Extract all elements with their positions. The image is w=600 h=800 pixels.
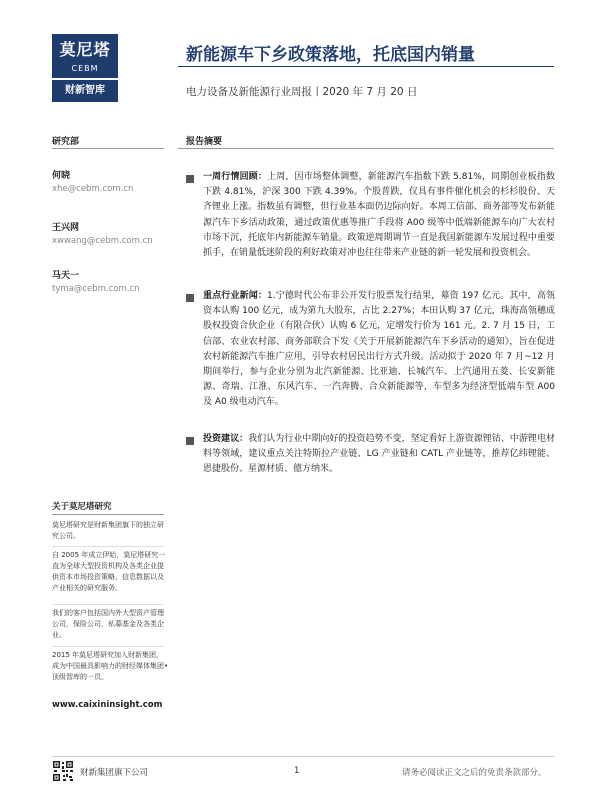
analyst-name: 何晓 <box>52 171 71 181</box>
about-separator <box>52 646 164 647</box>
about-paragraph: 我们的客户包括国内外大型资产管理公司，保险公司，私募基金及各类企业。 <box>52 609 164 639</box>
bullet-icon <box>186 437 194 445</box>
logo-bottom-text: 财新智库 <box>52 80 118 102</box>
analyst-email[interactable]: tyma@cebm.com.cn <box>52 284 140 294</box>
about-paragraph: 2015 年莫尼塔研究加入财新集团，成为中国最具影响力的财经媒体集团•顶级智库的一员。 <box>52 651 169 681</box>
analyst-email[interactable]: xhe@cebm.com.cn <box>52 184 134 194</box>
about-paragraph: 自 2005 年成立伊始，莫尼塔研究一直为全球大型投资机构及各类企业提供资本市场投资策略、信息数据以及产业相关的研究服务。 <box>52 551 166 592</box>
title-divider <box>178 66 554 67</box>
summary-text: 上周，因市场整体调整，新能源汽车指数下跌 5.81%，同期创业板指数下跌 4.81%，沪深 300 下跌 4.39%。个股普跌，仅具有事件催化机会的杉杉股份、天齐锂业上涨。指数虽有调整，但行业基本面仍边际向好。本周工信部、商务部等发布新能源汽车下乡活动政策，通过政策优惠等推广手段将 A00 级等中低端新能源车向广大农村市场下沉，托底年内新能源车销量。政策逆周期调节一直是我国新能源车发展过程中重要抓手，在销量低迷阶段的利好政策对冲也往往带来产业链的新一轮发展和投资机会。 <box>203 172 555 259</box>
about-divider <box>52 514 164 515</box>
summary-heading: 报告摘要 <box>186 137 223 147</box>
analyst-card <box>52 270 140 296</box>
analyst-name: 王兴网 <box>52 223 80 233</box>
about-separator <box>52 604 164 605</box>
footer-company: 财新集团旗下公司 <box>80 768 149 778</box>
bullet-icon <box>186 294 194 302</box>
about-separator <box>52 546 164 547</box>
footer-divider <box>52 756 554 757</box>
summary-label: 一周行情回顾： <box>203 172 268 182</box>
summary-paragraph <box>203 289 555 411</box>
research-dept-heading: 研究部 <box>52 137 80 147</box>
about-paragraph: 莫尼塔研究是财新集团旗下的独立研究公司。 <box>52 521 164 540</box>
summary-paragraph <box>203 432 555 478</box>
summary-paragraph <box>203 170 555 261</box>
summary-text: 我们认为行业中期向好的投资趋势不变，坚定看好上游资源锂钴、中游锂电材料等领域，建议重点关注特斯拉产业链、LG 产业链和 CATL 产业链等，推荐亿纬锂能、恩捷股份、星源材质、德方纳米。 <box>203 434 555 475</box>
website-link[interactable]: www.caixininsight.com <box>52 700 163 710</box>
right-divider <box>178 148 554 149</box>
qr-code-icon <box>52 760 74 782</box>
summary-label: 重点行业新闻： <box>203 291 268 301</box>
analyst-name: 马天一 <box>52 271 80 281</box>
analyst-card <box>52 222 153 248</box>
logo-top-block <box>52 34 118 78</box>
analyst-card <box>52 170 133 196</box>
footer-disclaimer: 请务必阅读正文之后的免责条款部分。 <box>402 768 547 778</box>
bullet-icon <box>186 175 194 183</box>
summary-label: 投资建议： <box>203 434 249 444</box>
about-heading: 关于莫尼塔研究 <box>52 502 112 512</box>
summary-text: 1.宁德时代公布非公开发行股票发行结果，募资 197 亿元。其中，高瓴资本认购 100 亿元，成为第九大股东，占比 2.27%；本田认购 37 亿元，珠海高瓴穗成股权投资合伙企业（有限合伙）认购 6 亿元，定增发行价为 161 元。2. 7 月 15 日，工信部、农业农村部、商务部联合下发《关于开展新能源汽车下乡活动的通知》，旨在促进农村新能源汽车推广应用，引导农村居民出行方式升级。活动拟于 2020 年 7 月~12 月期间举行，参与企业分别为北汽新能源、比亚迪、长城汽车、上汽通用五菱、长安新能源、奇瑞、江淮、东风汽车、一汽奔腾、合众新能源等，车型多为经济型低端车型 A00 及 A0 级电动汽车。 <box>203 291 555 408</box>
brand-logo <box>52 34 118 102</box>
logo-main-text: 莫尼塔 <box>59 40 111 59</box>
left-divider <box>52 148 164 149</box>
analyst-email[interactable]: xwwang@cebm.com.cn <box>52 236 153 246</box>
logo-cebm-text: CEBM <box>71 64 99 73</box>
report-subtitle: 电力设备及新能源行业周报丨2020 年 7 月 20 日 <box>186 86 418 98</box>
page-number: 1 <box>294 766 300 776</box>
report-title: 新能源车下乡政策落地，托底国内销量 <box>186 45 475 65</box>
